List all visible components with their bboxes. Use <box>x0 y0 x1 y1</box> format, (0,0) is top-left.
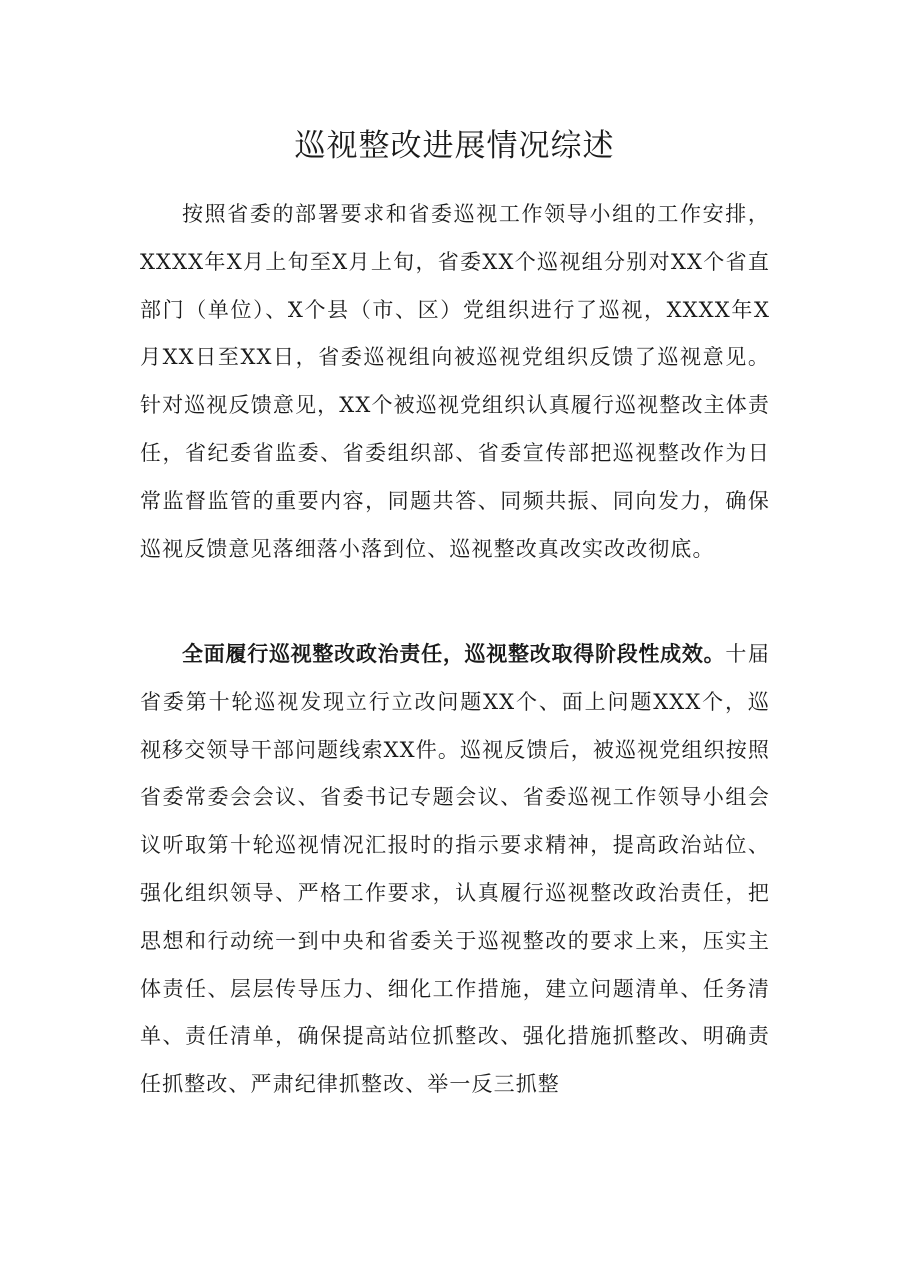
document-title: 巡视整改进展情况综述 <box>294 128 615 164</box>
paragraph-results <box>140 631 770 1109</box>
paragraph-lead-heading: 全面履行巡视整改政治责任，巡视整改取得阶段性成效。 <box>182 642 726 666</box>
paragraph-results-body: 十届省委第十轮巡视发现立行立改问题XX个、面上问题XXX个，巡视移交领导干部问题线索XX件。巡视反馈后，被巡视党组织按照省委常委会会议、省委书记专题会议、省委巡视工作领导小组会议听取第十轮巡视情况汇报时的指示要求精神，提高政治站位、强化组织领导、严格工作要求，认真履行巡视整改政治责任，把思想和行动统一到中央和省委关于巡视整改的要求上来，压实主体责任、层层传导压力、细化工作措施，建立问题清单、任务清单、责任清单，确保提高站位抓整改、强化措施抓整改、明确责任抓整改、严肃纪律抓整改、举一反三抓整 <box>140 642 771 1097</box>
paragraph-intro: 按照省委的部署要求和省委巡视工作领导小组的工作安排，XXXX年X月上旬至X月上旬，省委XX个巡视组分别对XX个省直部门（单位）、X个县（市、区）党组织进行了巡视，XXXX年X月XX日至XX日，省委巡视组向被巡视党组织反馈了巡视意见。针对巡视反馈意见，XX个被巡视党组织认真履行巡视整改主体责任，省纪委省监委、省委组织部、省委宣传部把巡视整改作为日常监督监管的重要内容，同题共答、同频共振、同向发力，确保巡视反馈意见落细落小落到位、巡视整改真改实改改彻底。 <box>140 202 770 561</box>
